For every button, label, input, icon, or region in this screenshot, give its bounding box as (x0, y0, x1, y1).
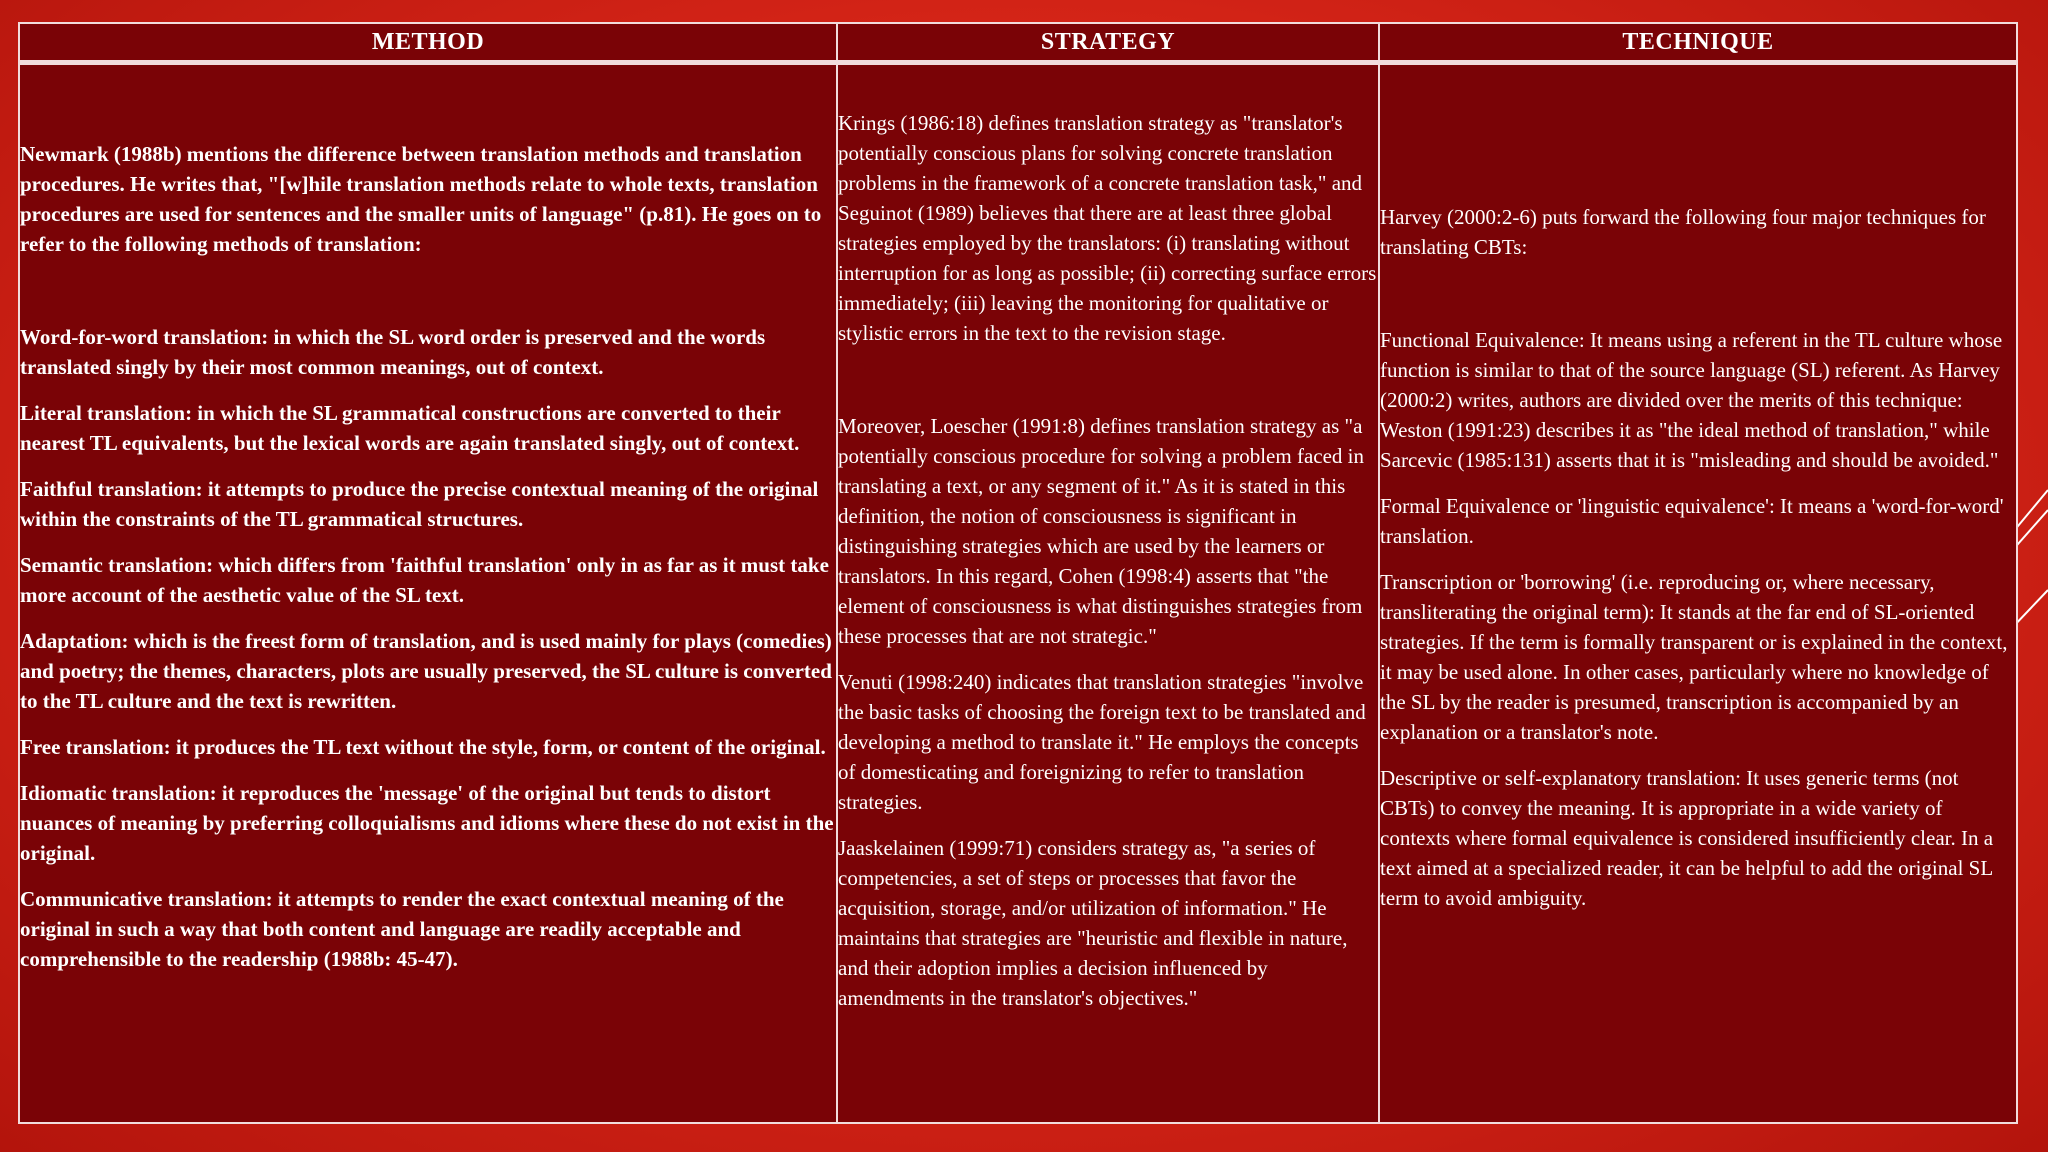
strategy-paragraph: Venuti (1998:240) indicates that translation strategies "involve the basic tasks of choosing the foreign text to be translated and developing a method to translate it." He employs the concepts of domesticating and foreignizing to refer to translation strategies. (838, 670, 1366, 814)
method-item: Semantic translation: which differs from 'faithful translation' only in as far as it must take more account of the aesthetic value of the SL text. (20, 553, 829, 607)
method-item: Faithful translation: it attempts to produce the precise contextual meaning of the original within the constraints of the TL grammatical structures. (20, 477, 819, 531)
technique-paragraph: Descriptive or self-explanatory translation: It uses generic terms (not CBTs) to convey the meaning. It is appropriate in a wide variety of contexts where formal equivalence is considered insufficiently clear. In a text aimed at a specialized reader, it can be helpful to add the original SL term to avoid ambiguity. (1380, 766, 1994, 910)
comparison-table (18, 22, 2018, 1124)
header-strategy: STRATEGY (838, 24, 1380, 60)
method-column (20, 65, 838, 1122)
method-item: Free translation: it produces the TL text without the style, form, or content of the original. (20, 735, 826, 759)
technique-paragraph: Functional Equivalence: It means using a referent in the TL culture whose function is similar to that of the source language (SL) referent. As Harvey (2000:2) writes, authors are divided over the merits of this technique: Weston (1991:23) describes it as "the ideal method of translation," while Sarcevic (1985:131) asserts that it is "misleading and should be avoided." (1380, 328, 2003, 472)
method-item: Communicative translation: it attempts to render the exact contextual meaning of the original in such a way that both content and language are readily acceptable and comprehensible to the readership (1988b: 45-47). (20, 887, 784, 971)
method-item: Literal translation: in which the SL grammatical constructions are converted to their nearest TL equivalents, but the lexical words are again translated singly, out of context. (20, 401, 800, 455)
header-technique: TECHNIQUE (1622, 28, 1774, 55)
strategy-paragraph: Jaaskelainen (1999:71) considers strategy as, "a series of competencies, a set of steps or processes that favor the acquisition, storage, and/or utilization of information." He maintains that strategies are "heuristic and flexible in nature, and their adoption implies a decision influenced by amendments in the translator's objectives." (838, 836, 1348, 1010)
header-method: METHOD (20, 24, 838, 60)
strategy-paragraph: Krings (1986:18) defines translation strategy as "translator's potentially conscious plans for solving concrete translation problems in the framework of a concrete translation task," and Seguinot (1989) believes that there are at least three global strategies employed by the translators: (i) translating without interruption for as long as possible; (ii) correcting surface errors immediately; (iii) leaving the monitoring for qualitative or stylistic errors in the text to the revision stage. (838, 111, 1377, 345)
method-item: Word-for-word translation: in which the SL word order is preserved and the words translated singly by their most common meanings, out of context. (20, 325, 766, 379)
method-item: Idiomatic translation: it reproduces the 'message' of the original but tends to distort nuances of meaning by preferring colloquialisms and idioms where these do not exist in the original. (20, 781, 834, 865)
technique-intro: Harvey (2000:2-6) puts forward the following four major techniques for translating CBTs: (1380, 205, 1986, 259)
table-body (20, 65, 2016, 1122)
strategy-column (838, 65, 1380, 1122)
technique-paragraph: Formal Equivalence or 'linguistic equivalence': It means a 'word-for-word' translation. (1380, 494, 2004, 548)
method-item: Adaptation: which is the freest form of translation, and is used mainly for plays (comedies) and poetry; the themes, characters, plots are usually preserved, the SL culture is converted to the TL culture and the text is rewritten. (20, 629, 832, 713)
strategy-paragraph: Moreover, Loescher (1991:8) defines translation strategy as "a potentially conscious procedure for solving a problem faced in translating a text, or any segment of it." As it is stated in this definition, the notion of consciousness is significant in distinguishing strategies which are used by the learners or translators. In this regard, Cohen (1998:4) asserts that "the element of consciousness is what distinguishes strategies from these processes that are not strategic." (838, 414, 1365, 648)
technique-paragraph: Transcription or 'borrowing' (i.e. reproducing or, where necessary, transliterating the original term): It stands at the far end of SL-oriented strategies. If the term is formally transparent or is explained in the context, it may be used alone. In other cases, particularly where no knowledge of the SL by the reader is presumed, transcription is accompanied by an explanation or a translator's note. (1380, 570, 2008, 744)
technique-column (1380, 65, 2016, 1122)
table-header (20, 24, 2016, 65)
method-intro: Newmark (1988b) mentions the difference between translation methods and translation procedures. He writes that, "[w]hile translation methods relate to whole texts, translation procedures are used for sentences and the smaller units of language" (p.81). He goes on to refer to the following methods of translation: (20, 142, 822, 256)
